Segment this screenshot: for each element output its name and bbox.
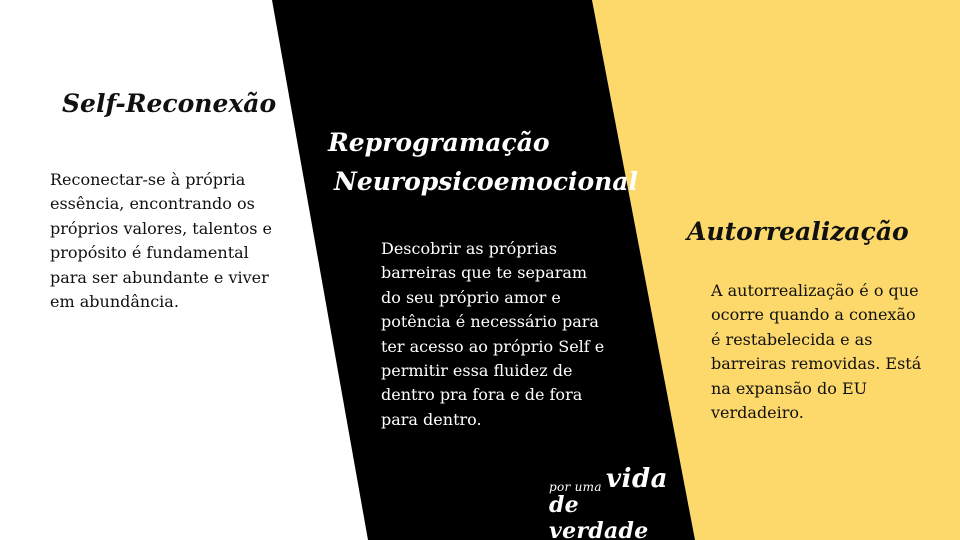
column-2-body: Descobrir as próprias barreiras que te separam do seu próprio amor e potência é necessário para ter acesso ao próprio Self e permitir essa fluidez de dentro pra fora e de fora para dentro.: [381, 239, 605, 429]
column-1-title: Self-Reconexão: [62, 89, 277, 118]
column-3-body: A autorrealização é o que ocorre quando a conexão é restabelecida e as barreiras removidas. Está na expansão do EU verdadeiro.: [711, 281, 922, 423]
column-1-body: Reconectar-se à própria essência, encontrando os próprios valores, talentos e propósito é fundamental para ser abundante e viver em abundância.: [50, 170, 272, 312]
logo-text-de-verdade: de verdade: [549, 492, 649, 540]
column-2-title-line-1: Reprogramação: [328, 128, 550, 157]
logo-text-small: por uma: [549, 480, 602, 494]
logo-text-vida: vida: [606, 464, 669, 494]
column-3-title: Autorrealização: [687, 217, 909, 246]
column-2-title-line-2: Neuropsicoemocional: [334, 167, 639, 196]
brand-logo: [549, 464, 669, 540]
